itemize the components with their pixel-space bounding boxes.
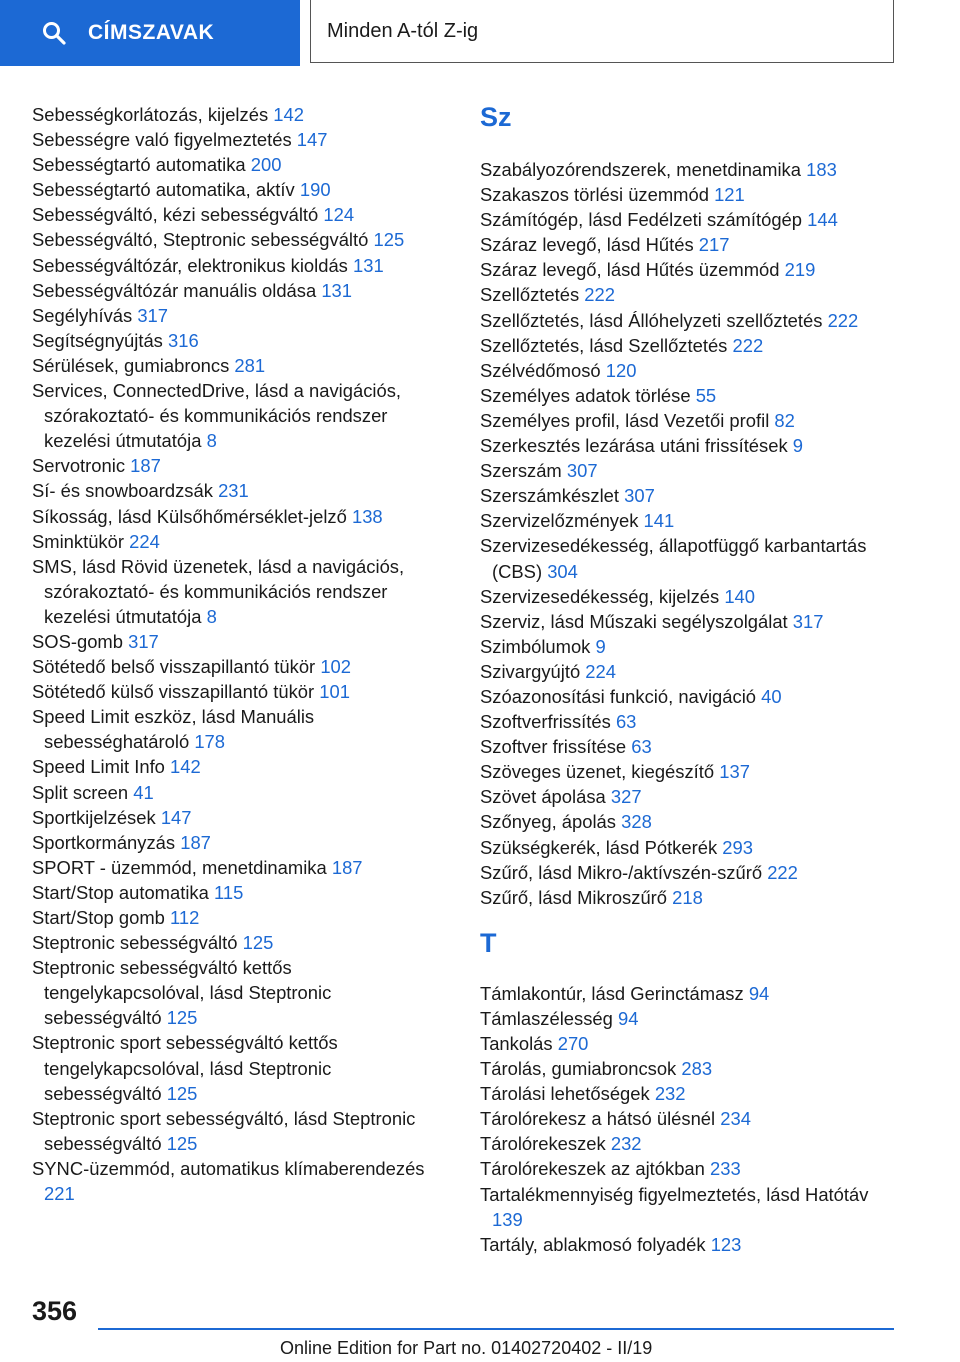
entry-text: Szélvédőmosó — [480, 359, 601, 381]
page-number: 356 — [32, 1296, 78, 1326]
index-entry — [480, 508, 900, 533]
page-link[interactable]: 233 — [710, 1158, 741, 1180]
index-entry — [32, 930, 444, 955]
index-entry — [480, 433, 900, 458]
page-link[interactable]: 221 — [44, 1183, 75, 1205]
page-link[interactable]: 317 — [128, 630, 159, 652]
page-link[interactable]: 231 — [218, 480, 249, 502]
index-entry — [480, 1106, 900, 1131]
index-entry — [32, 880, 444, 905]
page-link[interactable]: 9 — [595, 635, 606, 657]
index-entry — [32, 1030, 444, 1105]
index-entry — [32, 227, 444, 252]
entry-text: Segélyhívás — [32, 304, 133, 326]
entry-text: Sötétedő belső visszapillantó tükör — [32, 656, 316, 678]
entry-text: Támlakontúr, lásd Gerinctámasz — [480, 982, 744, 1004]
entry-text: SYNC-üzemmód, automatikus klímaberendezés — [32, 1157, 425, 1179]
index-entry — [480, 383, 900, 408]
footer-divider — [98, 1328, 894, 1330]
page-link[interactable]: 115 — [213, 881, 244, 903]
entry-text: Szükségkerék, lásd Pótkerék — [480, 836, 718, 858]
page-link[interactable]: 224 — [585, 660, 616, 682]
index-entry — [32, 855, 444, 880]
entry-text: Szellőztetés — [480, 284, 580, 306]
index-entry — [32, 754, 444, 779]
page-link[interactable]: 63 — [631, 736, 652, 758]
entry-text: Sebességtartó automatika, aktív — [32, 179, 295, 201]
entry-text: Steptronic sebességváltó kettős tengelykapcsolóval, lásd Steptronic sebességváltó — [32, 957, 332, 1029]
index-entry — [32, 253, 444, 278]
index-entry — [480, 1031, 900, 1056]
index-entry — [32, 805, 444, 830]
index-entry — [480, 207, 900, 232]
page-link[interactable]: 222 — [827, 309, 859, 331]
entry-text: Száraz levegő, lásd Hűtés üzemmód — [480, 259, 780, 281]
entry-text: Száraz levegő, lásd Hűtés — [480, 234, 694, 256]
index-entry — [480, 734, 900, 759]
page-link[interactable]: 317 — [137, 304, 169, 326]
entry-text: Services, ConnectedDrive, lásd a navigációs, szórakoztató- és kommunikációs rendszer kezelési útmutatója — [32, 380, 402, 452]
index-entry — [480, 809, 900, 834]
index-entry — [32, 453, 444, 478]
entry-text: Sebességváltózár, elektronikus kioldás — [32, 254, 348, 276]
page-link[interactable]: 317 — [792, 610, 824, 632]
page-link[interactable]: 125 — [166, 1082, 198, 1104]
entry-text: Szűrő, lásd Mikro-/aktívszén-szűrő — [480, 861, 763, 883]
index-entry — [480, 634, 900, 659]
page-link[interactable]: 187 — [331, 856, 363, 878]
page-link[interactable]: 8 — [206, 430, 217, 452]
entry-text: Sebességtartó automatika — [32, 154, 246, 176]
entry-text: Tárolórekeszek az ajtókban — [480, 1158, 705, 1180]
index-entry — [480, 981, 900, 1006]
entry-text: Tárolórekesz a hátsó ülésnél — [480, 1108, 716, 1130]
section-letter-sz: Sz — [480, 102, 512, 132]
index-entry — [480, 1006, 900, 1031]
entry-text: Szivargyújtó — [480, 660, 581, 682]
index-entry — [32, 704, 444, 754]
index-entry — [480, 157, 900, 182]
entry-text: Tárolás, gumiabroncsok — [480, 1058, 677, 1080]
section-letter-t: T — [480, 927, 497, 958]
entry-text: Steptronic sport sebességváltó kettős tengelykapcsolóval, lásd Steptronic sebességváltó — [32, 1032, 338, 1104]
search-tab-label: CÍMSZAVAK — [88, 21, 215, 44]
page-link[interactable]: 219 — [784, 259, 816, 281]
index-entry — [480, 860, 900, 885]
page-link[interactable]: 316 — [168, 329, 199, 351]
page-link[interactable]: 304 — [547, 560, 578, 582]
page-link[interactable]: 218 — [672, 886, 703, 908]
page-link[interactable]: 112 — [170, 907, 200, 928]
entry-text: Servotronic — [32, 455, 126, 477]
entry-text: Szoftverfrissítés — [480, 711, 611, 733]
entry-text: Szellőztetés, lásd Állóhelyzeti szellőztetés — [480, 309, 823, 331]
index-entry — [32, 1156, 444, 1206]
index-entry — [32, 328, 444, 353]
page-link[interactable]: 138 — [351, 505, 383, 527]
page-link[interactable]: 41 — [133, 781, 154, 803]
entry-text: Szervizelőzmények — [480, 510, 639, 532]
page-link[interactable]: 307 — [566, 460, 598, 482]
entry-text: Személyes profil, lásd Vezetői profil — [480, 409, 770, 431]
index-entry — [32, 1106, 444, 1156]
entry-text: Tárolórekeszek — [480, 1133, 606, 1155]
entry-text: Segítségnyújtás — [32, 329, 163, 351]
entry-text: Sminktükör — [32, 530, 124, 552]
page-link[interactable]: 144 — [807, 209, 838, 231]
entry-text: Szőnyeg, ápolás — [480, 811, 616, 833]
entry-text: Szervizesedékesség, kijelzés — [480, 585, 720, 607]
entry-text: Szerkesztés lezárása utáni frissítések — [480, 435, 788, 457]
page-link[interactable]: 281 — [234, 354, 266, 376]
entry-text: Szoftver frissítése — [480, 736, 627, 758]
index-entry — [32, 152, 444, 177]
entry-text: Szöveges üzenet, kiegészítő — [480, 761, 715, 783]
page-link[interactable]: 222 — [732, 334, 764, 356]
page-link[interactable]: 140 — [724, 585, 755, 607]
entry-text: Szakaszos törlési üzemmód — [480, 184, 709, 206]
entry-text: Start/Stop automatika — [32, 881, 209, 903]
entry-text: Támlaszélesség — [480, 1007, 613, 1029]
entry-text: Számítógép, lásd Fedélzeti számítógép — [480, 209, 803, 231]
page-link[interactable]: 232 — [654, 1083, 686, 1105]
page-link[interactable]: 224 — [129, 530, 160, 552]
entry-text: Szerviz, lásd Műszaki segélyszolgálat — [480, 610, 788, 632]
entry-text: Start/Stop gomb — [32, 907, 165, 928]
page-link[interactable]: 270 — [557, 1033, 589, 1054]
entry-text: SPORT - üzemmód, menetdinamika — [32, 856, 327, 878]
page-link[interactable]: 307 — [624, 485, 655, 507]
index-column-right — [480, 102, 900, 1257]
entry-text: Szimbólumok — [480, 635, 591, 657]
page-link[interactable]: 94 — [748, 982, 770, 1004]
entry-text: Szerszám — [480, 460, 562, 482]
page-link[interactable]: 328 — [621, 811, 652, 833]
page-link[interactable]: 190 — [299, 179, 331, 201]
page-link[interactable]: 55 — [695, 384, 717, 406]
index-entry — [480, 333, 900, 358]
index-entry — [480, 257, 900, 282]
page-link[interactable]: 40 — [761, 685, 782, 707]
index-entry — [480, 759, 900, 784]
entry-text: Szervizesedékesség, állapotfüggő karbantartás (CBS) — [480, 535, 867, 582]
entry-text: Szűrő, lásd Mikroszűrő — [480, 886, 668, 908]
index-entry — [480, 709, 900, 734]
index-entry — [32, 378, 444, 453]
page-link[interactable]: 102 — [320, 656, 351, 678]
index-entry — [480, 609, 900, 634]
index-entry — [480, 182, 900, 207]
entry-text: Tartály, ablakmosó folyadék — [480, 1233, 706, 1255]
index-entry — [480, 358, 900, 383]
page-link[interactable]: 101 — [319, 681, 350, 703]
entry-text: Sérülések, gumiabroncs — [32, 354, 230, 376]
entry-text: Sí- és snowboardzsák — [32, 480, 213, 502]
index-entry — [480, 1182, 900, 1232]
index-entry — [32, 679, 444, 704]
page-link[interactable]: 217 — [698, 234, 730, 256]
entry-text: Speed Limit Info — [32, 756, 165, 778]
page-link[interactable]: 142 — [273, 104, 304, 125]
entry-text: Sebességváltózár manuális oldása — [32, 279, 317, 301]
index-entry — [480, 835, 900, 860]
page-link[interactable]: 121 — [714, 184, 745, 206]
index-entry — [480, 659, 900, 684]
index-entry — [32, 504, 444, 529]
page-link[interactable]: 293 — [722, 836, 753, 858]
entry-text: Sebességváltó, Steptronic sebességváltó — [32, 229, 369, 251]
page-link[interactable]: 63 — [615, 711, 637, 733]
entry-text: SMS, lásd Rövid üzenetek, lásd a navigációs, szórakoztató- és kommunikációs rendszer kezelési útmutatója — [32, 555, 405, 627]
index-entry — [32, 353, 444, 378]
index-entry — [32, 554, 444, 629]
entry-text: SOS-gomb — [32, 630, 123, 652]
page-link[interactable]: 234 — [720, 1108, 751, 1130]
page-link[interactable]: 232 — [610, 1133, 642, 1155]
entry-text: Tárolási lehetőségek — [480, 1083, 650, 1105]
search-icon — [42, 21, 66, 45]
index-entry — [32, 905, 444, 930]
index-entry — [480, 408, 900, 433]
index-entry — [32, 177, 444, 202]
entry-text: Személyes adatok törlése — [480, 384, 691, 406]
page-link[interactable]: 283 — [681, 1058, 713, 1080]
page-link[interactable]: 125 — [166, 1007, 198, 1029]
index-entry — [480, 684, 900, 709]
page-link[interactable]: 200 — [250, 154, 282, 176]
entry-text: Síkosság, lásd Külsőhőmérséklet-jelző — [32, 505, 347, 527]
entry-text: Szövet ápolása — [480, 786, 606, 808]
index-entry — [32, 830, 444, 855]
page-link[interactable]: 120 — [605, 359, 637, 381]
index-column-left — [32, 102, 444, 1206]
index-entry — [32, 202, 444, 227]
page-link[interactable]: 125 — [242, 932, 274, 954]
page-link[interactable]: 8 — [206, 605, 217, 627]
index-entry — [32, 303, 444, 328]
page-link[interactable]: 124 — [323, 204, 355, 226]
page-link[interactable]: 131 — [353, 254, 384, 276]
index-entry — [480, 282, 900, 307]
breadcrumb — [310, 0, 894, 63]
entry-text: Sportkijelzések — [32, 806, 156, 828]
page-link[interactable]: 327 — [610, 786, 642, 808]
page-link[interactable]: 125 — [166, 1132, 198, 1154]
index-entry — [480, 458, 900, 483]
entry-text: Sebességre való figyelmeztetés — [32, 129, 292, 151]
page-link[interactable]: 183 — [806, 159, 837, 180]
page-link[interactable]: 147 — [296, 129, 328, 151]
page-link[interactable]: 139 — [492, 1208, 523, 1230]
index-entry — [32, 102, 444, 127]
page-link[interactable]: 137 — [719, 761, 750, 783]
page-link[interactable]: 94 — [618, 1007, 639, 1029]
page-link[interactable]: 142 — [170, 756, 201, 778]
page-link[interactable]: 147 — [160, 806, 192, 828]
index-entry — [32, 278, 444, 303]
section-t-entries — [480, 981, 900, 1257]
index-entry — [480, 584, 900, 609]
page-link[interactable]: 141 — [643, 510, 675, 532]
entry-text: Szerszámkészlet — [480, 485, 619, 507]
index-entry — [480, 1056, 900, 1081]
index-entry — [480, 1232, 900, 1257]
entry-text: Szabályozórendszerek, menetdinamika — [480, 159, 801, 180]
index-entry — [32, 629, 444, 654]
index-entry — [480, 1131, 900, 1156]
entry-text: Split screen — [32, 781, 129, 803]
index-entry — [32, 955, 444, 1030]
section-sz-entries — [480, 157, 900, 910]
index-entry — [32, 478, 444, 503]
index-entry — [32, 780, 444, 805]
entry-text: Szóazonosítási funkció, navigáció — [480, 685, 757, 707]
page-link[interactable]: 82 — [774, 409, 795, 431]
entry-text: Tartalékmennyiség figyelmeztetés, lásd Hatótáv — [480, 1183, 869, 1205]
entry-text: Sötétedő külső visszapillantó tükör — [32, 681, 315, 703]
page-link[interactable]: 131 — [321, 279, 353, 301]
entry-text: Steptronic sport sebességváltó, lásd Steptronic sebességváltó — [32, 1107, 416, 1154]
page-link[interactable]: 178 — [194, 731, 225, 753]
page-link[interactable]: 187 — [180, 831, 211, 853]
index-entry — [480, 483, 900, 508]
index-entry — [480, 885, 900, 910]
page-link[interactable]: 125 — [373, 229, 405, 251]
entry-text: Sebességváltó, kézi sebességváltó — [32, 204, 319, 226]
index-entry — [32, 654, 444, 679]
index-entry — [480, 533, 900, 583]
page-link[interactable]: 123 — [710, 1233, 742, 1255]
page-link[interactable]: 9 — [792, 435, 804, 457]
index-entry — [480, 232, 900, 257]
search-tab[interactable] — [0, 0, 300, 66]
entry-text: Steptronic sebességváltó — [32, 932, 238, 954]
page-link[interactable]: 222 — [767, 861, 798, 883]
page-link[interactable]: 187 — [130, 455, 161, 477]
index-entry — [480, 308, 900, 333]
index-entry — [32, 127, 444, 152]
index-entry — [480, 784, 900, 809]
entry-text: Sportkormányzás — [32, 831, 176, 853]
index-entry — [480, 1081, 900, 1106]
header — [0, 0, 960, 66]
entry-text: Szellőztetés, lásd Szellőztetés — [480, 334, 728, 356]
entry-text: Speed Limit eszköz, lásd Manuális sebességhatároló — [32, 706, 315, 753]
entry-text: Sebességkorlátozás, kijelzés — [32, 104, 269, 125]
index-entry — [32, 529, 444, 554]
edition-text: Online Edition for Part no. 01402720402 - II/19 — [280, 1338, 653, 1358]
page-link[interactable]: 222 — [584, 284, 615, 306]
entry-text: Tankolás — [480, 1033, 553, 1054]
index-entry — [480, 1156, 900, 1181]
breadcrumb-label: Minden A-tól Z-ig — [327, 19, 479, 42]
